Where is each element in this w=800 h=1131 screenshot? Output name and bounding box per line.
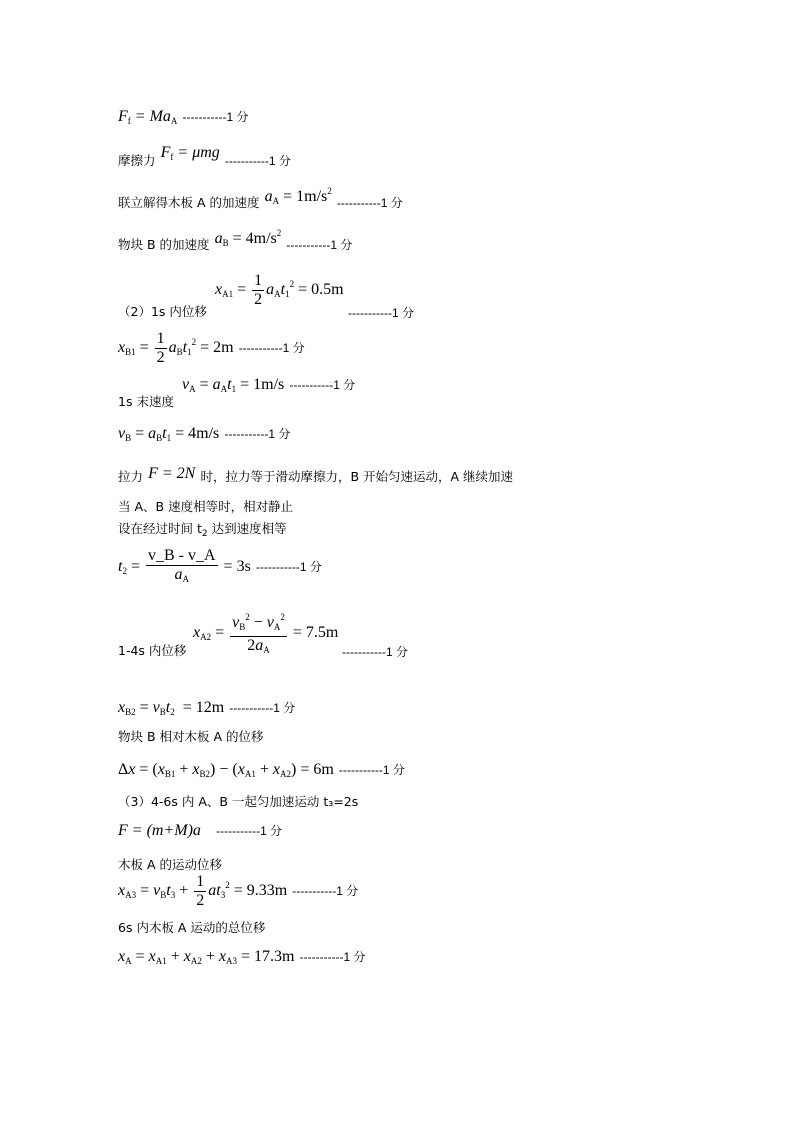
- equation-12: [118, 547, 322, 588]
- formula: $x_{B1}$ = $\frac{1}{2}$ $a_Bt_1^2 = 2m$: [118, 330, 234, 366]
- label-1s-velocity: 1s 末速度: [118, 394, 174, 409]
- equation-7: [182, 374, 355, 394]
- formula: $a_B = 4m/s^2$: [214, 228, 282, 248]
- formula: $F_f = \mu mg$: [160, 144, 220, 162]
- score-mark: -----------1 分: [342, 645, 408, 659]
- equation-8: [118, 423, 290, 443]
- score-mark: -----------1 分: [182, 110, 249, 124]
- label: 摩擦力: [118, 153, 156, 168]
- score-mark: -----------1 分: [299, 950, 366, 964]
- formula: $F_f = Ma_A$: [118, 108, 178, 126]
- formula: $a_A = 1m/s^2$: [264, 186, 332, 206]
- label-1-4s-displacement: 1-4s 内位移: [118, 643, 187, 658]
- score-mark: -----------1 分: [224, 427, 291, 441]
- formula: $v_B = a_Bt_1 = 4m/s$: [118, 425, 220, 443]
- text-line-17: （3）4-6s 内 A、B 一起匀加速运动 t₃=2s: [118, 794, 359, 809]
- formula: $t_2$ = $\frac{v\_B - v\_A}{a_A}$ = 3s: [118, 547, 251, 584]
- formula: $x_{A2}$ = $\frac{v_B^2 - v_A^2}{2a_A}$ = 7.5m: [193, 624, 338, 641]
- score-mark: -----------1 分: [292, 884, 359, 899]
- formula: $\Delta x = (x_{B1} + x_{B2}) - (x_{A1} + x_{A2}) = 6m$: [118, 761, 334, 779]
- equation-22: [118, 946, 366, 966]
- text-line-10: 当 A、B 速度相等时，相对静止: [118, 499, 294, 514]
- equation-14: [118, 697, 295, 717]
- score-mark: -----------1 分: [216, 824, 283, 838]
- score-mark: -----------1 分: [238, 341, 305, 356]
- text-line-9: 拉力 F = 2N 时，拉力等于滑动摩擦力，B 开始匀速运动，A 继续加速: [118, 465, 514, 484]
- score-mark: -----------1 分: [348, 306, 414, 320]
- score-mark: -----------1 分: [224, 154, 291, 168]
- equation-20: [118, 873, 358, 910]
- equation-2: [118, 144, 291, 170]
- score-mark: -----------1 分: [286, 238, 353, 252]
- equation-4: [118, 228, 353, 254]
- formula: $x_{A3} = v_Bt_3$ + $\frac{1}{2}$ $at_3^2 = 9.33m$: [118, 873, 288, 909]
- text-line-11: 设在经过时间 $t_2$ 达到速度相等: [118, 521, 287, 539]
- formula: F = (m+M)a: [118, 822, 201, 839]
- equation-1: [118, 106, 248, 126]
- score-mark: -----------1 分: [338, 763, 405, 777]
- equation-5: [215, 272, 344, 309]
- text-line-15: 物块 B 相对木板 A 的位移: [118, 729, 264, 744]
- score-mark: -----------1 分: [255, 560, 322, 575]
- score-mark: -----------1 分: [289, 378, 356, 392]
- formula: F = 2N: [148, 465, 196, 482]
- label-part2-displacement: （2）1s 内位移: [118, 304, 207, 319]
- text-line-19: 木板 A 的运动位移: [118, 857, 222, 872]
- equation-6: [118, 330, 305, 367]
- text-line-21: 6s 内木板 A 运动的总位移: [118, 920, 266, 935]
- score-mark: -----------1 分: [229, 701, 296, 715]
- equation-16: [118, 759, 405, 779]
- equation-3: [118, 186, 403, 212]
- formula: $x_{B2} = v_Bt_2 = 12m$: [118, 699, 225, 717]
- label: 物块 B 的加速度: [118, 237, 210, 252]
- score-mark: -----------1 分: [336, 196, 403, 210]
- label: 联立解得木板 A 的加速度: [118, 195, 260, 210]
- equation-13: [193, 608, 338, 659]
- equation-18: [118, 820, 282, 840]
- formula: $x_A = x_{A1} + x_{A2} + x_{A3} = 17.3m$: [118, 948, 295, 966]
- formula: $x_{A1}$ = $\frac{1}{2}$ $a_At_1^2 = 0.5m$: [215, 272, 344, 308]
- formula: $v_A = a_At_1 = 1m/s$: [182, 376, 285, 394]
